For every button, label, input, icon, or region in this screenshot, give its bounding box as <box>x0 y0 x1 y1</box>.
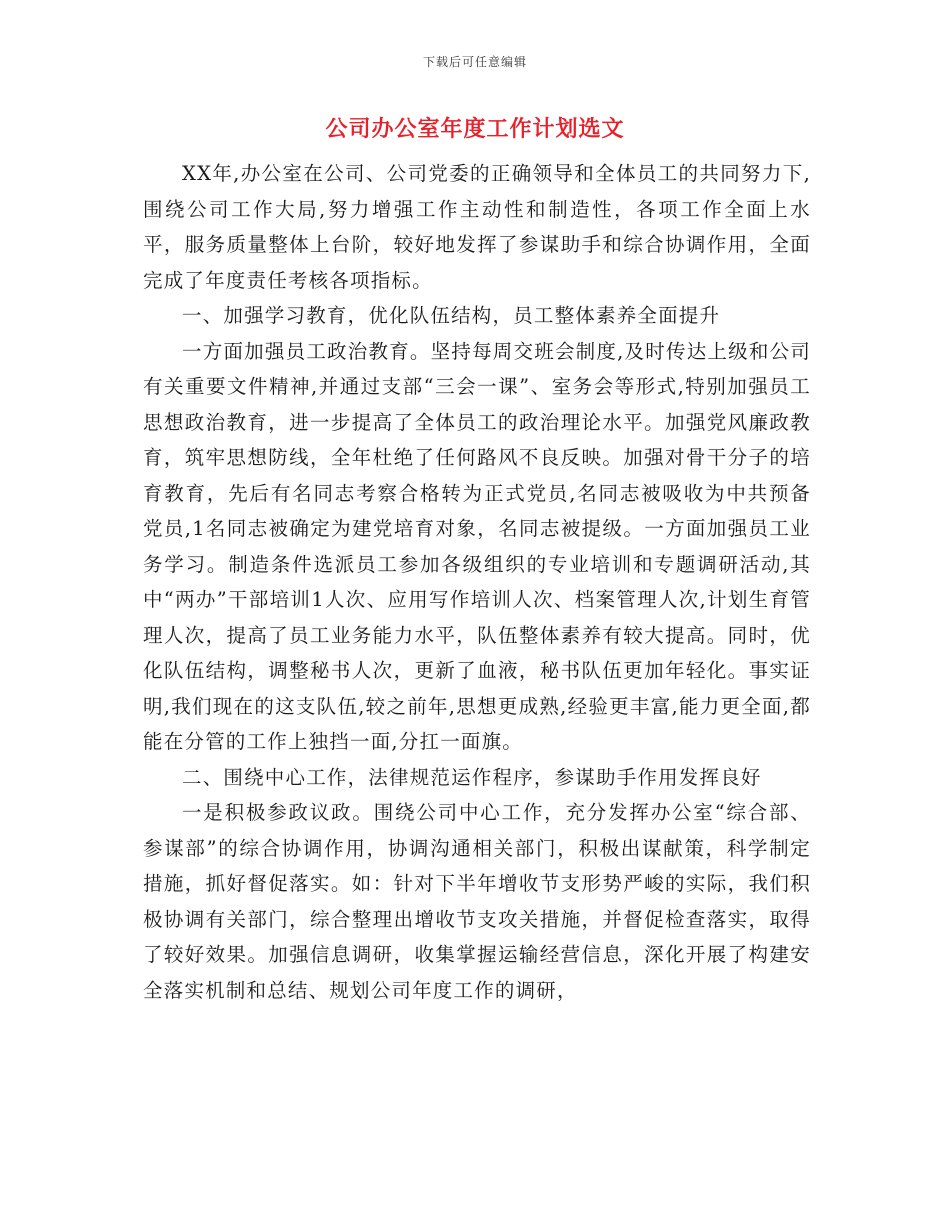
paragraph-intro: XX年,办公室在公司、公司党委的正确领导和全体员工的共同努力下,围绕公司工作大局,努力增强工作主动性和制造性，各项工作全面上水平，服务质量整体上台阶，较好地发挥了参谋助手和综合协调作用，全面完成了年度责任考核各项指标。 <box>143 162 811 292</box>
section-heading-1: 一、加强学习教育，优化队伍结构，员工整体素养全面提升 <box>182 304 721 327</box>
header-note: 下载后可任意编辑 <box>422 55 527 69</box>
document-body <box>143 156 811 1008</box>
section-heading-2: 二、围绕中心工作，法律规范运作程序，参谋助手作用发挥良好 <box>182 765 762 789</box>
document-title: 公司办公室年度工作计划选文 <box>325 116 625 142</box>
paragraph-section-2: 一是积极参政议政。围绕公司中心工作，充分发挥办公室“综合部、参谋部”的综合协调作用，协调沟通相关部门，积极出谋献策，科学制定措施，抓好督促落实。如：针对下半年增收节支形势严峻的实际，我们积极协调有关部门，综合整理出增收节支攻关措施，并督促检查落实，取得了较好效果。加强信息调研，收集掌握运输经营信息，深化开展了构建安全落实机制和总结、规划公司年度工作的调研， <box>143 801 811 1002</box>
paragraph-section-1: 一方面加强员工政治教育。坚持每周交班会制度,及时传达上级和公司有关重要文件精神,并通过支部“三会一课”、室务会等形式,特别加强员工思想政治教育，进一步提高了全体员工的政治理论水平。加强党风廉政教育，筑牢思想防线，全年杜绝了任何路风不良反映。加强对骨干分子的培育教育，先后有名同志考察合格转为正式党员,名同志被吸收为中共预备党员,1名同志被确定为建党培育对象，名同志被提级。一方面加强员工业务学习。制造条件选派员工参加各级组织的专业培训和专题调研活动,其中“两办”干部培训1人次、应用写作培训人次、档案管理人次,计划生育管理人次，提高了员工业务能力水平，队伍整体素养有较大提高。同时，优化队伍结构，调整秘书人次，更新了血液，秘书队伍更加年轻化。事实证明,我们现在的这支队伍,较之前年,思想更成熟,经验更丰富,能力更全面,都能在分管的工作上独挡一面,分扛一面旗。 <box>143 339 811 753</box>
